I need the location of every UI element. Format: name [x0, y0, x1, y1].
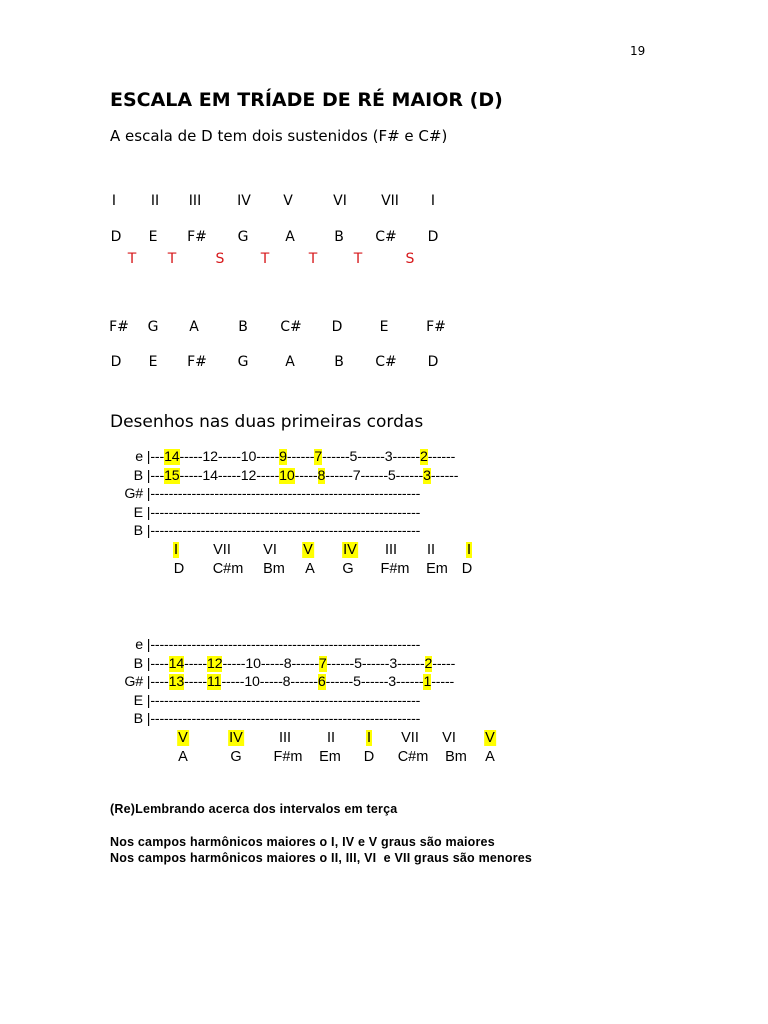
fret-number: 12: [202, 449, 218, 465]
string-start: |: [143, 637, 151, 653]
third-note: F#: [426, 319, 446, 335]
tab-degree: IV: [229, 730, 243, 746]
tab-degree: III: [384, 542, 398, 558]
tab-degree: I: [173, 542, 179, 558]
tab-degree: VII: [213, 542, 231, 558]
tablature-1: [119, 448, 458, 541]
fret-number: 3: [423, 467, 431, 484]
third-note: C#: [375, 354, 397, 370]
tab-chord: Bm: [263, 561, 285, 577]
string-start: |---: [143, 467, 165, 484]
third-note: B: [334, 354, 344, 370]
tab2-chords-row: [0, 749, 768, 769]
scale-note: D: [110, 229, 122, 245]
tab-degree: VI: [263, 542, 277, 558]
fret-number: 12: [207, 655, 223, 672]
string-start: |----: [143, 655, 169, 672]
tab-string: e |---14-----12-----10-----9------7------5------3------2------: [119, 448, 458, 467]
scale-note: A: [285, 229, 295, 245]
note-title: (Re)Lembrando acerca dos intervalos em terça: [110, 802, 398, 816]
fret-number: 15: [164, 467, 180, 484]
tablature-2: [119, 636, 455, 729]
string-label: G#: [124, 674, 143, 690]
tab-chord: Em: [426, 561, 448, 577]
tab-string: B |-----------------------------------------------------------: [119, 710, 455, 729]
fret-number: 5: [353, 674, 361, 690]
tab-degree: I: [366, 730, 372, 746]
fret-number: 7: [352, 467, 361, 484]
scale-note: B: [334, 229, 344, 245]
fret-number: 6: [317, 674, 326, 690]
fret-number: 8: [317, 467, 326, 484]
string-label: B: [133, 711, 143, 727]
step-marker: T: [353, 251, 363, 267]
fret-number: 2: [424, 655, 433, 672]
third-note: A: [285, 354, 295, 370]
scale-degree: IV: [237, 193, 251, 209]
third-note: D: [110, 354, 122, 370]
string-start: |: [143, 711, 151, 727]
third-note: D: [331, 319, 343, 335]
tab1-chords-row: [0, 561, 768, 581]
third-note: E: [148, 354, 158, 370]
tab-chord: A: [305, 561, 315, 577]
fret-number: 3: [388, 674, 397, 690]
fret-number: 10: [245, 655, 261, 672]
note-line-2: Nos campos harmônicos maiores o II, III, VI e VII graus são menores: [110, 851, 533, 865]
string-label: e: [135, 449, 143, 465]
tab-degree: III: [278, 730, 292, 746]
fret-number: 5: [354, 655, 362, 672]
tab2-degrees-row: [0, 730, 768, 750]
fret-number: 9: [279, 449, 287, 465]
scale-note: D: [427, 229, 439, 245]
page-title: ESCALA EM TRÍADE DE RÉ MAIOR (D): [110, 89, 503, 111]
string-start: |: [143, 486, 151, 502]
scale-degree: VI: [333, 193, 347, 209]
tab-string: G# |----13-----11-----10-----8------6------5------3------1-----: [119, 673, 455, 692]
tab-chord: A: [178, 749, 188, 765]
thirds-bottom-row: [0, 354, 768, 374]
scale-note: E: [148, 229, 158, 245]
tab-degree: II: [426, 542, 436, 558]
scale-note: F#: [187, 229, 207, 245]
third-note: D: [427, 354, 439, 370]
fret-number: 2: [419, 449, 428, 465]
tab-chord: Em: [319, 749, 341, 765]
fret-number: 14: [202, 467, 218, 484]
string-start: |: [143, 523, 151, 539]
tab-degree: VI: [442, 730, 456, 746]
fret-number: 3: [389, 655, 398, 672]
tab-chord: A: [485, 749, 495, 765]
fret-number: 13: [168, 674, 185, 690]
tab-degree: I: [466, 542, 472, 558]
fret-number: 1: [423, 674, 432, 690]
scale-degree: VII: [381, 193, 399, 209]
step-marker: T: [260, 251, 270, 267]
scale-degree: I: [430, 193, 436, 209]
fret-number: 12: [240, 467, 257, 484]
scale-degree: I: [111, 193, 117, 209]
string-label: B: [133, 655, 143, 672]
third-note: G: [147, 319, 159, 335]
fret-number: 3: [384, 449, 393, 465]
step-marker: S: [405, 251, 415, 267]
scale-note: G: [237, 229, 249, 245]
tab-degree: VII: [401, 730, 419, 746]
tab-chord: D: [173, 561, 185, 577]
tab-degree: IV: [343, 542, 357, 558]
third-note: F#: [187, 354, 207, 370]
section-title: Desenhos nas duas primeiras cordas: [110, 412, 424, 432]
tab1-degrees-row: [0, 542, 768, 562]
fret-number: 10: [240, 449, 257, 465]
scale-notes-row: [0, 229, 768, 249]
tab-string: G# |-----------------------------------------------------------: [119, 485, 458, 504]
tab-degree: V: [485, 730, 495, 746]
page-subtitle: A escala de D tem dois sustenidos (F# e C#): [110, 127, 448, 145]
tab-string: e |-----------------------------------------------------------: [119, 636, 455, 655]
tab-degree: II: [326, 730, 336, 746]
fret-number: 7: [318, 655, 327, 672]
scale-steps-row: [0, 251, 768, 271]
string-label: G#: [124, 486, 143, 502]
tab-string: E |-----------------------------------------------------------: [119, 504, 458, 523]
string-start: |: [143, 692, 151, 709]
fret-number: 8: [282, 674, 291, 690]
fret-number: 10: [244, 674, 260, 690]
string-start: |: [143, 504, 151, 521]
fret-number: 11: [207, 674, 222, 690]
tab-string: E |-----------------------------------------------------------: [119, 692, 455, 711]
tab-string: B |----14-----12-----10-----8------7------5------3------2-----: [119, 655, 455, 674]
fret-number: 5: [349, 449, 358, 465]
third-note: A: [189, 319, 199, 335]
tab-degree: V: [303, 542, 313, 558]
string-label: B: [133, 523, 143, 539]
tab-chord: F#m: [380, 561, 410, 577]
scale-degrees-row: [0, 193, 768, 213]
string-start: |----: [143, 674, 169, 690]
step-marker: T: [167, 251, 177, 267]
thirds-top-row: [0, 319, 768, 339]
fret-number: 10: [279, 467, 295, 484]
tab-chord: D: [363, 749, 375, 765]
step-marker: T: [308, 251, 318, 267]
tab-degree: V: [178, 730, 188, 746]
step-marker: S: [215, 251, 225, 267]
tab-string: B |---15-----14-----12-----10-----8------7------5------3------: [119, 467, 458, 486]
tab-chord: G: [342, 561, 354, 577]
tab-string: B |-----------------------------------------------------------: [119, 522, 458, 541]
note-line-1: Nos campos harmônicos maiores o I, IV e V graus são maiores: [110, 835, 495, 849]
tab-chord: F#m: [273, 749, 303, 765]
fret-number: 8: [283, 655, 292, 672]
third-note: F#: [109, 319, 129, 335]
third-note: C#: [280, 319, 302, 335]
string-label: e: [135, 637, 143, 653]
string-label: E: [133, 692, 143, 709]
fret-number: 7: [314, 449, 323, 465]
third-note: B: [238, 319, 248, 335]
tab-chord: C#m: [397, 749, 429, 765]
fret-number: 5: [387, 467, 396, 484]
scale-degree: III: [188, 193, 202, 209]
tab-chord: Bm: [445, 749, 467, 765]
fret-number: 14: [168, 655, 185, 672]
step-marker: T: [127, 251, 137, 267]
scale-degree: V: [283, 193, 293, 209]
scale-note: C#: [375, 229, 397, 245]
tab-chord: D: [461, 561, 473, 577]
page-number: 19: [630, 44, 646, 58]
string-start: |---: [143, 449, 165, 465]
string-label: E: [133, 504, 143, 521]
string-label: B: [133, 467, 143, 484]
tab-chord: C#m: [212, 561, 244, 577]
tab-chord: G: [230, 749, 242, 765]
third-note: E: [379, 319, 389, 335]
third-note: G: [237, 354, 249, 370]
scale-degree: II: [150, 193, 160, 209]
fret-number: 14: [164, 449, 180, 465]
